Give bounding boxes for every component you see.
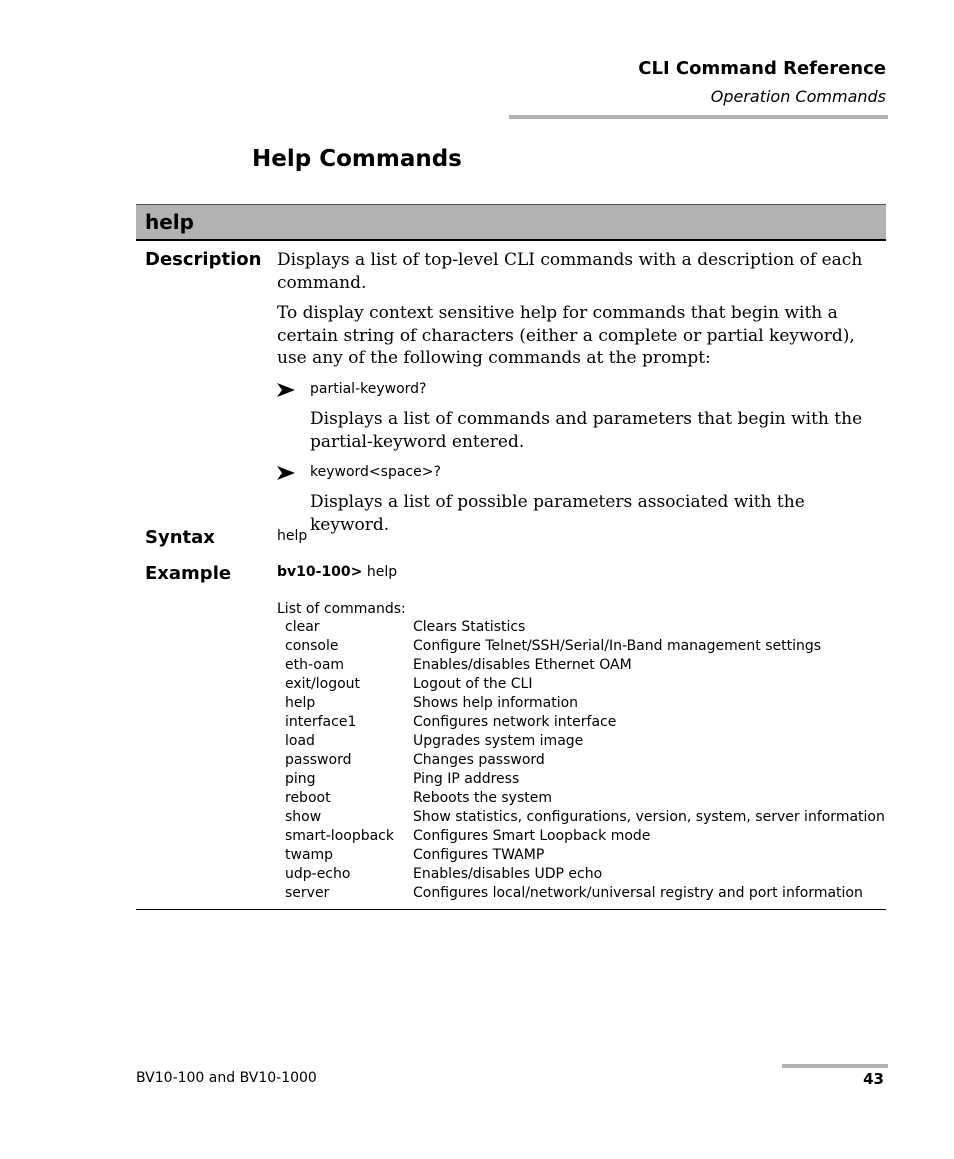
list-item-command: interface1 (285, 714, 357, 730)
bullet-text-2: Displays a list of possible parameters associated with the keyword. (310, 492, 805, 535)
example-command (277, 564, 397, 580)
section-title: Help Commands (252, 146, 462, 172)
list-item-description: Enables/disables UDP echo (413, 866, 603, 882)
list-item-command: twamp (285, 847, 334, 863)
list-item-description: Upgrades system image (413, 733, 584, 749)
list-item-description: Enables/disables Ethernet OAM (413, 657, 632, 673)
list-item-command: smart-loopback (285, 828, 394, 844)
list-item-description: Logout of the CLI (413, 676, 533, 692)
list-item-description: Clears Statistics (413, 619, 526, 635)
list-item-description: Configure Telnet/SSH/Serial/In-Band management settings (413, 638, 822, 654)
bullet-code-1: partial-keyword? (310, 381, 427, 397)
list-item-command: help (285, 695, 316, 711)
list-item-description: Configures Smart Loopback mode (413, 828, 651, 844)
arrow-bullet-icon (277, 466, 295, 480)
list-item-command: show (285, 809, 322, 825)
running-header-title: CLI Command Reference (638, 58, 886, 79)
list-item-description: Configures network interface (413, 714, 617, 730)
list-item-command: reboot (285, 790, 331, 806)
command-list-heading: List of commands: (277, 601, 406, 617)
running-header-subtitle: Operation Commands (710, 87, 886, 106)
command-bar (136, 204, 886, 241)
page-number: 43 (863, 1070, 884, 1088)
list-item-command: clear (285, 619, 320, 635)
list-item-command: udp-echo (285, 866, 351, 882)
syntax-label: Syntax (145, 527, 215, 548)
footer-product: BV10-100 and BV10-1000 (136, 1070, 317, 1086)
syntax-value: help (277, 528, 308, 544)
list-item-command: eth-oam (285, 657, 345, 673)
list-item-description: Ping IP address (413, 771, 520, 787)
list-item-command: password (285, 752, 352, 768)
list-item-command: ping (285, 771, 316, 787)
example-prompt: bv10-100> (277, 564, 363, 580)
arrow-bullet-icon (277, 383, 295, 397)
list-item-command: console (285, 638, 339, 654)
example-input: help (362, 564, 398, 580)
bullet-code-2: keyword<space>? (310, 464, 441, 480)
description-paragraph-2: To display context sensitive help for commands that begin with a certain string of characters (either a complete or partial keyword), use any of the following commands at the prompt: (277, 303, 855, 368)
command-name: help (145, 210, 194, 234)
table-bottom-rule (136, 909, 886, 910)
description-label: Description (145, 249, 262, 270)
header-rule (509, 115, 888, 119)
list-item-description: Configures TWAMP (413, 847, 545, 863)
list-item-description: Shows help information (413, 695, 579, 711)
example-label: Example (145, 563, 232, 584)
list-item-description: Changes password (413, 752, 545, 768)
list-item-description: Configures local/network/universal registry and port information (413, 885, 863, 901)
footer-rule (782, 1064, 888, 1068)
bullet-text-1: Displays a list of commands and parameters that begin with the partial-keyword entered. (310, 409, 863, 452)
list-item-command: load (285, 733, 315, 749)
list-item-command: server (285, 885, 330, 901)
list-item-command: exit/logout (285, 676, 361, 692)
description-paragraph-1: Displays a list of top-level CLI commands with a description of each command. (277, 250, 863, 293)
list-item-description: Show statistics, configurations, version, system, server information (413, 809, 885, 825)
list-item-description: Reboots the system (413, 790, 553, 806)
